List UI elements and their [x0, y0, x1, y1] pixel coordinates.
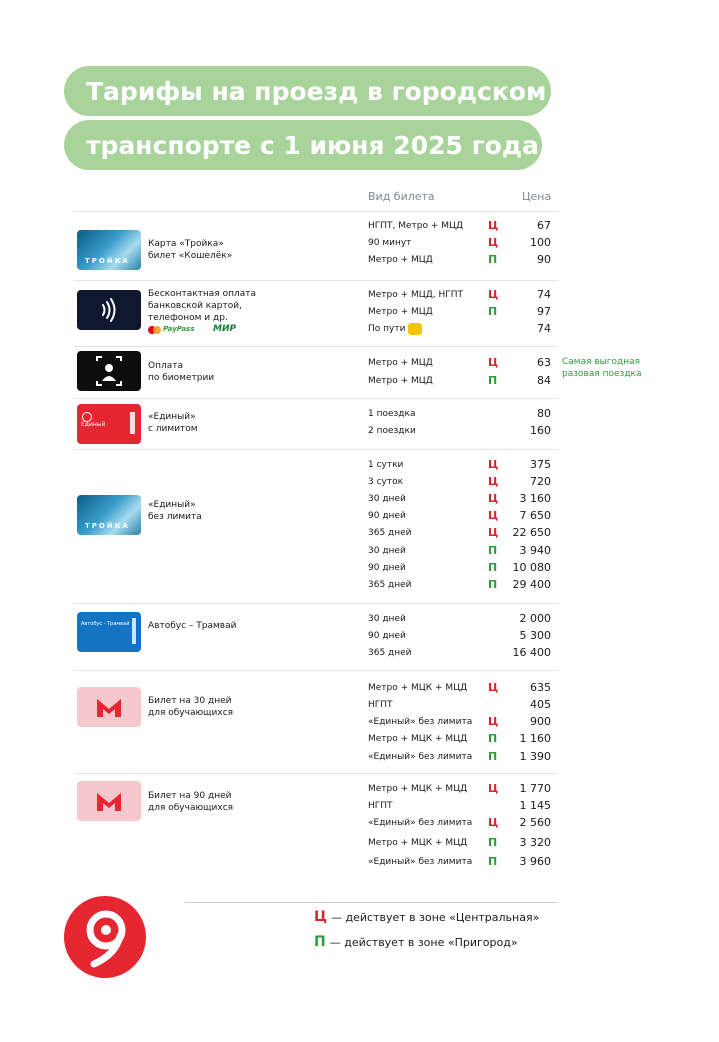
- header-ticket-type: Вид билета: [368, 190, 435, 203]
- legend-central-letter: Ц: [314, 909, 327, 925]
- tariff-row: [0, 304, 551, 320]
- ticket-type: Метро + МЦК + МЦД: [368, 838, 468, 848]
- ticket-type: Метро + МЦД, НГПТ: [368, 290, 464, 300]
- tariff-row: [0, 508, 551, 524]
- ticket-price: 80: [537, 407, 551, 420]
- card-word: Автобус - Трамвай: [81, 621, 130, 627]
- row-separator: [74, 211, 558, 212]
- tariff-row: [0, 697, 551, 713]
- ticket-type: «Единый» без лимита: [368, 717, 473, 727]
- zone-marker: П: [488, 561, 498, 574]
- zone-marker: П: [488, 855, 498, 868]
- ticket-price: 900: [530, 715, 551, 728]
- ticket-price: 5 300: [519, 629, 551, 642]
- zone-marker: Ц: [488, 475, 499, 488]
- ticket-type: 90 дней: [368, 631, 406, 641]
- zone-marker: Ц: [488, 458, 499, 471]
- ticket-type: 1 сутки: [368, 460, 404, 470]
- transport-logo: [64, 896, 146, 978]
- ticket-type: НГПТ: [368, 801, 393, 811]
- tariff-row: [0, 577, 551, 593]
- ticket-price: 90: [537, 253, 551, 266]
- ticket-type: 365 дней: [368, 528, 412, 538]
- tariff-row: [0, 252, 551, 268]
- ticket-price: 635: [530, 681, 551, 694]
- ticket-type: 2 поездки: [368, 426, 416, 436]
- legend-central: [314, 909, 539, 925]
- zone-marker: Ц: [488, 236, 499, 249]
- ticket-price: 100: [530, 236, 551, 249]
- tariff-row: [0, 611, 551, 627]
- ticket-type: Метро + МЦД: [368, 255, 433, 265]
- ticket-price: 74: [537, 322, 551, 335]
- ticket-price: 375: [530, 458, 551, 471]
- card-word: Единый: [81, 421, 106, 428]
- ticket-name: «Единый» с лимитом: [148, 412, 198, 434]
- ticket-price: 67: [537, 219, 551, 232]
- ticket-name: Автобус – Трамвай: [148, 621, 237, 631]
- ticket-price: 29 400: [512, 578, 551, 591]
- ticket-price: 3 320: [519, 836, 551, 849]
- ticket-type: 30 дней: [368, 494, 406, 504]
- ticket-price: 2 000: [519, 612, 551, 625]
- ticket-type: Метро + МЦК + МЦД: [368, 784, 468, 794]
- tariff-row: [0, 854, 551, 870]
- row-separator: [74, 280, 558, 281]
- tariff-row: [0, 491, 551, 507]
- ticket-price: 7 650: [519, 509, 551, 522]
- ticket-price: 2 560: [519, 816, 551, 829]
- tariff-row: [0, 645, 551, 661]
- ticket-type: «Единый» без лимита: [368, 818, 473, 828]
- zone-marker: Ц: [488, 526, 499, 539]
- tariff-row: [0, 714, 551, 730]
- ticket-price: 1 160: [519, 732, 551, 745]
- ticket-type: 365 дней: [368, 580, 412, 590]
- zone-marker: П: [488, 253, 498, 266]
- zone-marker: Ц: [488, 492, 499, 505]
- ticket-type: 3 суток: [368, 477, 404, 487]
- zone-marker: П: [488, 836, 498, 849]
- tariff-row: [0, 321, 551, 337]
- tariff-row: [0, 835, 551, 851]
- ticket-type: Метро + МЦК + МЦД: [368, 683, 468, 693]
- zone-marker: Ц: [488, 356, 499, 369]
- zone-marker: П: [488, 305, 498, 318]
- ticket-price: 22 650: [512, 526, 551, 539]
- zone-marker: Ц: [488, 782, 499, 795]
- tariff-row: [0, 680, 551, 696]
- ticket-name: Билет на 90 дней для обучающихся: [148, 791, 234, 813]
- ticket-price: 1 145: [519, 799, 551, 812]
- ticket-price: 160: [530, 424, 551, 437]
- row-separator: [74, 398, 558, 399]
- ticket-price: 3 960: [519, 855, 551, 868]
- zone-marker: П: [488, 578, 498, 591]
- ticket-type: НГПТ, Метро + МЦД: [368, 221, 464, 231]
- tariff-row: [0, 218, 551, 234]
- zone-marker: П: [488, 544, 498, 557]
- ticket-name: «Единый» без лимита: [148, 500, 202, 522]
- ticket-type: «Единый» без лимита: [368, 752, 473, 762]
- tariff-row: [0, 406, 551, 422]
- ticket-price: 3 160: [519, 492, 551, 505]
- ticket-type: НГПТ: [368, 700, 393, 710]
- ticket-name: Билет на 30 дней для обучающихся: [148, 696, 234, 718]
- moscow-transport-logo-icon: [64, 896, 146, 978]
- ticket-price: 1 390: [519, 750, 551, 763]
- ticket-type: 30 дней: [368, 614, 406, 624]
- ticket-price: 1 770: [519, 782, 551, 795]
- ticket-price: 720: [530, 475, 551, 488]
- ticket-price: 16 400: [512, 646, 551, 659]
- card-word: ТРОЙКА: [85, 257, 130, 265]
- zone-marker: П: [488, 732, 498, 745]
- ticket-type: Метро + МЦД: [368, 376, 433, 386]
- legend-suburb: [314, 934, 518, 950]
- ticket-price: 97: [537, 305, 551, 318]
- mir-logo: МИР: [213, 324, 237, 334]
- ticket-price: 3 940: [519, 544, 551, 557]
- row-separator: [74, 670, 558, 671]
- tariff-row: [0, 543, 551, 559]
- ticket-price: 84: [537, 374, 551, 387]
- tariff-row: [0, 474, 551, 490]
- zone-marker: Ц: [488, 509, 499, 522]
- header-price: Цена: [522, 190, 552, 203]
- legend-central-text: — действует в зоне «Центральная»: [331, 911, 540, 924]
- legend-suburb-text: — действует в зоне «Пригород»: [329, 936, 518, 949]
- zone-marker: Ц: [488, 715, 499, 728]
- tariff-row: [0, 731, 551, 747]
- row-separator: [74, 449, 558, 450]
- ticket-type: Метро + МЦД: [368, 307, 433, 317]
- tariff-row: [0, 235, 551, 251]
- tariff-row: [0, 287, 551, 303]
- ticket-name: Оплата по биометрии: [148, 361, 215, 383]
- ticket-type: Метро + МЦД: [368, 358, 433, 368]
- ticket-type: По пути: [368, 324, 406, 334]
- row-separator: [74, 603, 558, 604]
- ticket-type: Метро + МЦК + МЦД: [368, 734, 468, 744]
- ticket-name: Бесконтактная оплата банковской картой, телефоном и др.: [148, 289, 257, 323]
- best-offer-note: Самая выгодная разовая поездка: [562, 357, 642, 379]
- title-line-1: Тарифы на проезд в городском: [64, 66, 551, 116]
- tariff-row: [0, 423, 551, 439]
- title-line-2: транспорте с 1 июня 2025 года: [64, 120, 542, 170]
- card-word: ТРОЙКА: [85, 522, 130, 530]
- legend-divider: [185, 902, 558, 903]
- ticket-price: 74: [537, 288, 551, 301]
- tariff-row: [0, 457, 551, 473]
- ticket-name: Карта «Тройка» билет «Кошелёк»: [148, 239, 233, 261]
- zone-marker: П: [488, 374, 498, 387]
- ticket-price: 10 080: [512, 561, 551, 574]
- zone-marker: Ц: [488, 816, 499, 829]
- zone-marker: П: [488, 750, 498, 763]
- ticket-type: 90 минут: [368, 238, 412, 248]
- tariff-row: [0, 749, 551, 765]
- ticket-price: 63: [537, 356, 551, 369]
- ticket-type: 365 дней: [368, 648, 412, 658]
- paypass-logo: PayPass: [163, 325, 195, 333]
- ticket-type: 30 дней: [368, 546, 406, 556]
- row-separator: [74, 346, 558, 347]
- tariff-row: [0, 355, 551, 371]
- ticket-type: 1 поездка: [368, 409, 416, 419]
- tariff-row: [0, 798, 551, 814]
- tariff-row: [0, 781, 551, 797]
- zone-marker: Ц: [488, 219, 499, 232]
- legend-suburb-letter: П: [314, 934, 326, 950]
- ticket-type: 90 дней: [368, 563, 406, 573]
- tariff-row: [0, 525, 551, 541]
- ticket-price: 405: [530, 698, 551, 711]
- tariff-row: [0, 560, 551, 576]
- zone-marker: Ц: [488, 681, 499, 694]
- ticket-type: «Единый» без лимита: [368, 857, 473, 867]
- tariff-row: [0, 373, 551, 389]
- row-separator: [74, 773, 558, 774]
- tariff-row: [0, 628, 551, 644]
- ticket-type: 90 дней: [368, 511, 406, 521]
- minibus-icon: [408, 323, 422, 335]
- zone-marker: Ц: [488, 288, 499, 301]
- tariff-row: [0, 815, 551, 831]
